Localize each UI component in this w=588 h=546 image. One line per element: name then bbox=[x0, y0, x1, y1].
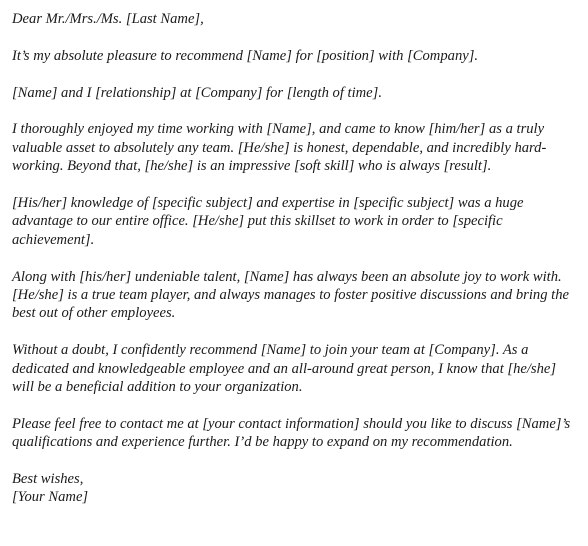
paragraph-contact: Please feel free to contact me at [your contact information] should you like to discuss [Name]’s qualifications and experience further. I’d be happy to expand on my recommendation. bbox=[12, 415, 571, 451]
paragraph-teamwork: Along with [his/her] undeniable talent, [Name] has always been an absolute joy to work with. [He/she] is a true team player, and always manages to foster positive discussions and bring the best out of other employees. bbox=[12, 268, 569, 322]
paragraph-qualities: I thoroughly enjoyed my time working with [Name], and came to know [him/her] as a truly valuable asset to absolutely any team. [He/she] is honest, dependable, and incredibly hard-working. Beyond that, [he/she] is an impressive [soft skill] who is always [result]. bbox=[12, 121, 547, 175]
salutation: Dear Mr./Mrs./Ms. [Last Name], bbox=[12, 11, 204, 27]
closing-block bbox=[12, 470, 580, 507]
signature-name: [Your Name] bbox=[12, 489, 89, 506]
paragraph-expertise: [His/her] knowledge of [specific subject] and expertise in [specific subject] was a huge advantage to our entire office. [He/she] put this skillset to work in order to [specific achievement]. bbox=[12, 195, 524, 248]
closing-phrase: Best wishes, bbox=[12, 471, 84, 488]
paragraph-endorsement: Without a doubt, I confidently recommend [Name] to join your team at [Company]. As a dedicated and knowledgeable employee and an all-around great person, I know that [he/she] will be a beneficial addition to your organization. bbox=[12, 342, 557, 396]
recommendation-letter bbox=[12, 10, 580, 507]
paragraph-relationship: [Name] and I [relationship] at [Company] for [length of time]. bbox=[12, 84, 382, 101]
paragraph-recommendation-intro: It’s my absolute pleasure to recommend [Name] for [position] with [Company]. bbox=[12, 47, 479, 64]
